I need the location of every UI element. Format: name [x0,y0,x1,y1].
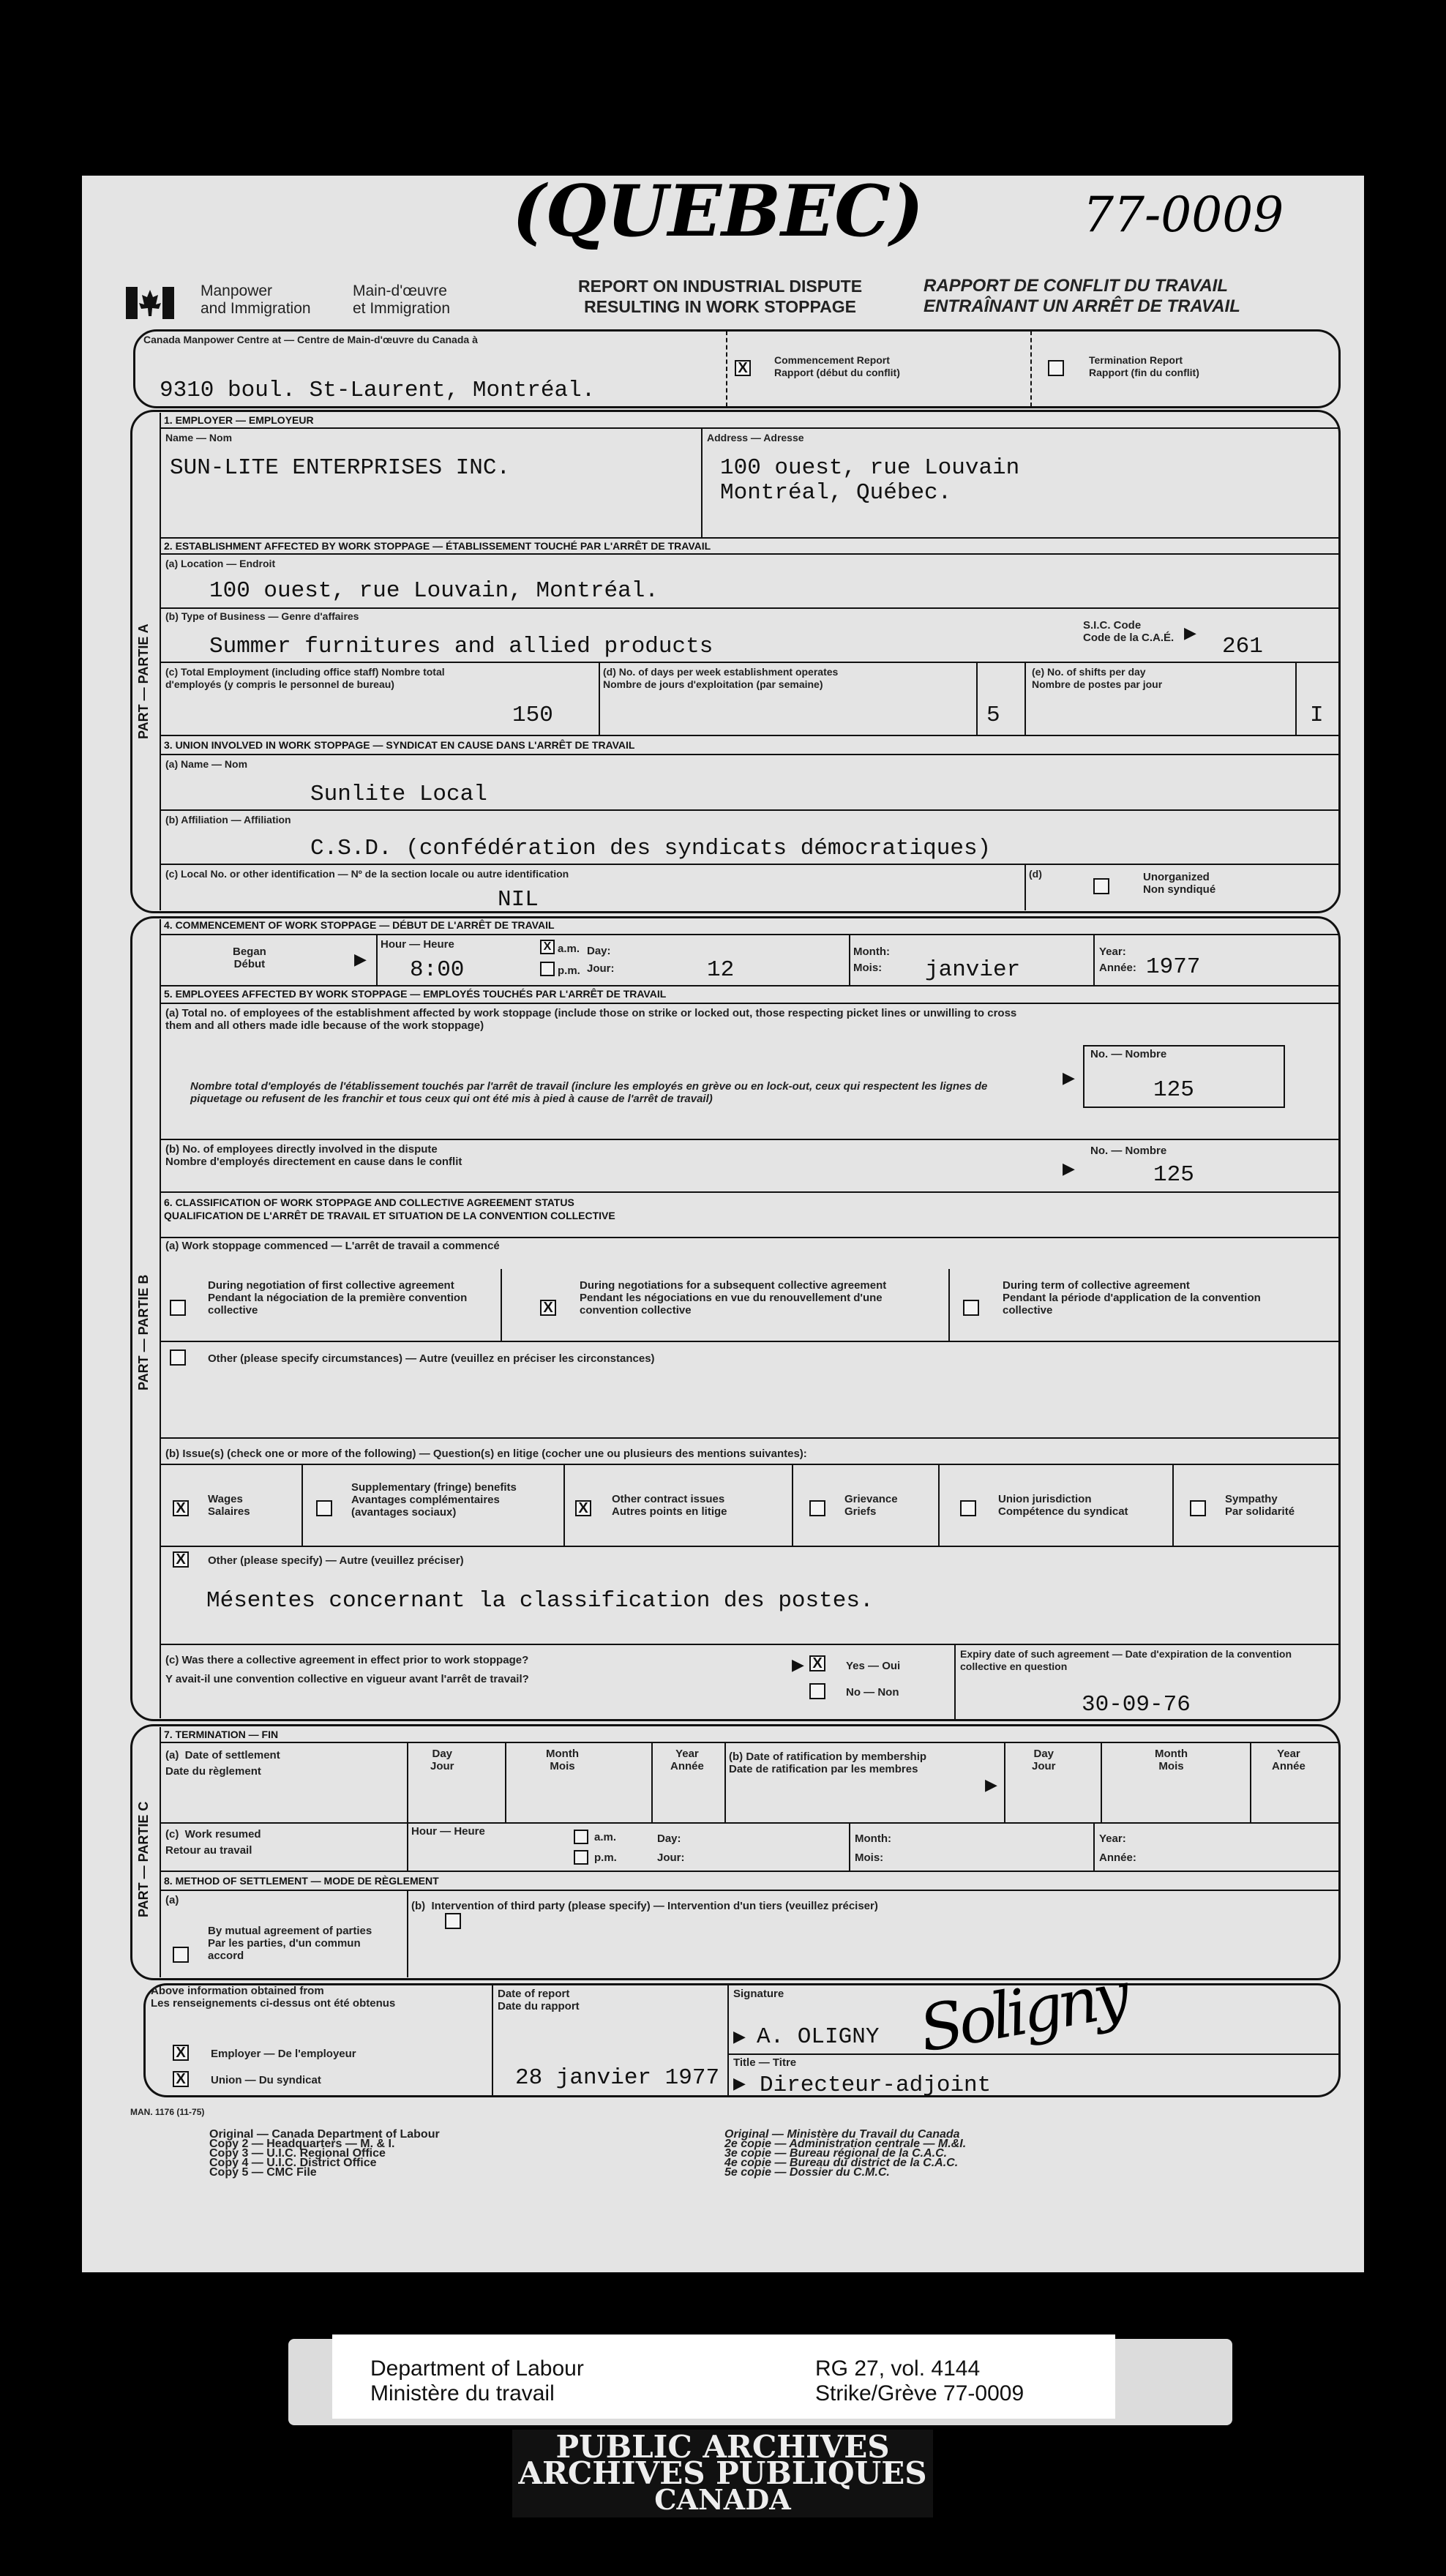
other-specify-checkbox[interactable]: X [173,1551,189,1568]
centre-value: 9310 boul. St-Laurent, Montréal. [160,378,596,403]
third-party-checkbox[interactable] [445,1913,461,1929]
part-b-label: PART — PARTIE B [136,1274,151,1390]
title-value: Directeur-adjoint [760,2073,992,2098]
other-circumstances-checkbox[interactable] [170,1349,186,1366]
resumed-hour-label: Hour — Heure [411,1825,485,1838]
unorganized-checkbox[interactable] [1093,878,1109,894]
settlement-date-label: (a) Date of settlement Date du règlement [165,1749,280,1778]
employer-name: SUN-LITE ENTERPRISES INC. [170,455,511,481]
issue-grievance-checkbox[interactable] [809,1500,825,1516]
no-checkbox[interactable] [809,1683,825,1699]
handwritten-title: (QUEBEC) [512,170,924,252]
handwritten-number: 77-0009 [1083,187,1284,243]
archives-line-2: ARCHIVES PUBLIQUES [518,2455,927,2491]
copies-en: Original — Canada Department of Labour Copy 2 — Headquarters — M. & I. Copy 3 — U.I.C. Regional Office Copy 4 — U.I.C. District Office Copy 5 — CMC File [209,2128,440,2179]
year-value: 1977 [1146,954,1201,980]
yes-label: Yes — Oui [846,1660,901,1672]
opt3-label: During term of collective agreement Pendant la période d'application de la convention collective [1003,1279,1261,1317]
shifts-label: (e) No. of shifts per day Nombre de postes par jour [1032,666,1163,690]
union-source-label: Union — Du syndicat [211,2074,321,2086]
commenced-label: (a) Work stoppage commenced — L'arrêt de travail a commencé [165,1240,500,1252]
location-value: 100 ouest, rue Louvain, Montréal. [209,578,659,604]
classification-section: 6. CLASSIFICATION OF WORK STOPPAGE AND COLLECTIVE AGREEMENT STATUS QUALIFICATION DE L'ARRÊT DE TRAVAIL ET SITUATION DE LA CONVENTION COLLECTIVE [164,1197,615,1221]
pm-checkbox[interactable] [540,962,555,976]
issue-sympathy-checkbox[interactable] [1190,1500,1206,1516]
employment-label: (c) Total Employment (including office staff) Nombre total d'employés (y compris le personnel de bureau) [165,666,445,690]
affiliation-label: (b) Affiliation — Affiliation [165,814,291,825]
termination-label: Termination Report Rapport (fin du conflit) [1089,354,1199,378]
issue-jurisdiction-checkbox[interactable] [960,1500,976,1516]
commencement-checkbox[interactable]: X [735,360,751,376]
opt2-checkbox[interactable]: X [540,1300,556,1316]
issue-fringe-label: Supplementary (fringe) benefits Avantages complémentaires (avantages sociaux) [351,1481,517,1519]
ratification-year-col: Year Année [1272,1748,1305,1772]
title-en: REPORT ON INDUSTRIAL DISPUTE RESULTING IN WORK STOPPAGE [578,277,863,316]
settlement-a-marker: (a) [165,1894,179,1906]
hour-label: Hour — Heure [381,938,454,951]
year-label: Year: Année: [1099,946,1136,974]
form-number: MAN. 1176 (11-75) [130,2107,205,2117]
employees-b-value: 125 [1153,1162,1194,1188]
hour-value: 8:00 [410,957,465,983]
mutual-agreement-checkbox[interactable] [173,1947,189,1963]
commencement-section: 4. COMMENCEMENT OF WORK STOPPAGE — DÉBUT DE L'ARRÊT DE TRAVAIL [164,919,555,931]
began-arrow-icon: ▶ [354,950,367,968]
issue-grievance-label: Grievance Griefs [844,1493,898,1518]
union-name: Sunlite Local [310,782,487,807]
employer-address-2: Montréal, Québec. [720,480,952,506]
yes-checkbox[interactable]: X [809,1655,825,1671]
sic-arrow-icon: ▶ [1184,624,1196,642]
resumed-pm-checkbox[interactable] [574,1850,588,1865]
business-value: Summer furnitures and allied products [209,634,713,659]
resumed-year-label: Year: Année: [1099,1832,1136,1864]
title-arrow-icon: ▶ [733,2074,746,2092]
dept-en: Manpower and Immigration [201,282,311,317]
local-value: NIL [498,887,539,913]
day-label: Day: Jour: [587,945,615,975]
other-circumstances-label: Other (please specify circumstances) — Autre (veuillez en préciser les circonstances) [208,1352,655,1365]
resumed-label: (c) Work resumed Retour au travail [165,1828,261,1857]
canada-flag-icon [126,287,174,319]
termination-section: 7. TERMINATION — FIN [164,1729,279,1740]
signature-arrow-icon: ▶ [733,2027,746,2045]
title-fr: RAPPORT DE CONFLIT DU TRAVAIL ENTRAÎNANT UN ARRÊT DE TRAVAIL [924,276,1240,316]
settlement-month-col: Month Mois [546,1748,579,1772]
signature-name: A. OLIGNY [757,2024,880,2050]
establishment-section: 2. ESTABLISHMENT AFFECTED BY WORK STOPPAGE — ÉTABLISSEMENT TOUCHÉ PAR L'ARRÊT DE TRAVAIL [164,540,711,552]
pm-label: p.m. [558,965,580,977]
employees-a-no-label: No. — Nombre [1090,1048,1167,1060]
shifts-value: I [1310,703,1324,728]
archive-strike: Strike/Grève 77-0009 [815,2381,1024,2405]
obtained-label: Above information obtained from Les renseignements ci-dessus ont été obtenus [151,1985,396,2010]
issues-label: (b) Issue(s) (check one or more of the following) — Question(s) en litige (cocher une ou plusieurs des mentions suivantes): [165,1448,807,1460]
part-c-label: PART — PARTIE C [136,1801,151,1917]
termination-checkbox[interactable] [1048,360,1064,376]
employees-a-arrow-icon: ▶ [1063,1068,1075,1087]
archive-dept-fr: Ministère du travail [370,2381,555,2405]
report-date-label: Date of report Date du rapport [498,1988,580,2012]
signature-scrawl: Soligny [914,1958,1131,2067]
copies-fr: Original — Ministère du Travail du Canada 2e copie — Administration centrale — M.&I. 3e copie — Bureau régional de la C.A.C. 4e copie — Bureau du district de la C.A.C. 5e copie — Dossier du C.M.C. [724,2128,967,2179]
day-value: 12 [707,957,735,983]
month-label: Month: Mois: [853,946,890,974]
issue-other-contract-checkbox[interactable]: X [575,1500,591,1516]
union-name-label: (a) Name — Nom [165,758,248,770]
part-a-label: PART — PARTIE A [136,624,151,739]
business-label: (b) Type of Business — Genre d'affaires [165,610,359,622]
union-section: 3. UNION INVOLVED IN WORK STOPPAGE — SYNDICAT EN CAUSE DANS L'ARRÊT DE TRAVAIL [164,739,635,751]
location-label: (a) Location — Endroit [165,558,276,569]
days-value: 5 [986,703,1000,728]
issue-wages-label: Wages Salaires [208,1493,250,1518]
opt2-label: During negotiations for a subsequent collective agreement Pendant les négociations en vue du renouvellement d'une convention collective [580,1279,887,1317]
ratification-day-col: Day Jour [1032,1748,1056,1772]
affiliation-value: C.S.D. (confédération des syndicats démocratiques) [310,836,992,861]
settlement-section: 8. METHOD OF SETTLEMENT — MODE DE RÈGLEMENT [164,1875,439,1887]
employer-address-1: 100 ouest, rue Louvain [720,455,1020,481]
began-label: Began Début [233,946,266,970]
resumed-pm-label: p.m. [594,1852,617,1864]
expiry-value: 30-09-76 [1082,1692,1191,1718]
other-specify-label: Other (please specify) — Autre (veuillez préciser) [208,1554,464,1567]
dept-fr: Main-d'œuvre et Immigration [353,282,451,317]
employer-section: 1. EMPLOYER — EMPLOYEUR [164,414,314,426]
report-date: 28 janvier 1977 [515,2065,720,2091]
resumed-am-checkbox[interactable] [574,1830,588,1844]
employees-b-no-label: No. — Nombre [1090,1145,1167,1157]
ratification-arrow-icon: ▶ [985,1775,997,1794]
mutual-agreement-label: By mutual agreement of parties Par les parties, d'un commun accord [208,1925,372,1962]
resumed-day-label: Day: Jour: [657,1832,685,1864]
days-label: (d) No. of days per week establishment operates Nombre de jours d'exploitation (par semaine) [603,666,839,690]
issue-other-contract-label: Other contract issues Autres points en litige [612,1493,727,1518]
opt1-label: During negotiation of first collective agreement Pendant la négociation de la première convention collective [208,1279,468,1317]
employees-a-value: 125 [1153,1077,1194,1103]
employees-b-text: (b) No. of employees directly involved in the dispute Nombre d'employés directement en cause dans le conflit [165,1143,462,1168]
resumed-am-label: a.m. [594,1831,617,1843]
employees-a-fr: Nombre total d'employés de l'établissement touchés par l'arrêt de travail (inclure les employés en grève ou en lock-out, ceux qui respectent les lignes de piquetage ou refusent de les franchir et tous ceux qui ont été mis à pied à cause de l'arrêt de travail) [190,1080,988,1105]
employees-a-en: (a) Total no. of employees of the establishment affected by work stoppage (include those on strike or locked out, those respecting picket lines or unwilling to cross them and all others made idle because of the work stoppage) [165,1007,1017,1032]
commencement-label: Commencement Report Rapport (début du conflit) [774,354,900,378]
archive-ref: RG 27, vol. 4144 [815,2356,981,2381]
centre-label: Canada Manpower Centre at — Centre de Main-d'œuvre du Canada à [143,334,478,345]
employees-section: 5. EMPLOYEES AFFECTED BY WORK STOPPAGE — EMPLOYÉS TOUCHÉS PAR L'ARRÊT DE TRAVAIL [164,988,667,1000]
issue-sympathy-label: Sympathy Par solidarité [1225,1493,1295,1518]
month-value: janvier [925,957,1021,983]
third-party-label: (b) Intervention of third party (please specify) — Intervention d'un tiers (veuillez préciser) [411,1900,878,1912]
am-label: a.m. [558,943,580,955]
local-label: (c) Local No. or other identification — Nº de la section locale ou autre identification [165,868,569,880]
issue-jurisdiction-label: Union jurisdiction Compétence du syndicat [998,1493,1128,1518]
issue-wages-checkbox[interactable]: X [173,1500,189,1516]
expiry-label: Expiry date of such agreement — Date d'expiration de la convention collective en question [960,1648,1292,1672]
settlement-day-col: Day Jour [430,1748,454,1772]
resumed-month-label: Month: Mois: [855,1832,891,1864]
issue-fringe-checkbox[interactable] [316,1500,332,1516]
signature-label: Signature [733,1988,784,2000]
employer-source-checkbox[interactable]: X [173,2045,189,2061]
archives-line-3: CANADA [654,2483,791,2516]
settlement-year-col: Year Année [670,1748,704,1772]
employment-value: 150 [512,703,553,728]
union-source-checkbox[interactable]: X [173,2071,189,2087]
other-specify-value: Mésentes concernant la classification des postes. [206,1588,874,1614]
am-checkbox[interactable]: X [540,940,555,954]
opt1-checkbox[interactable] [170,1300,186,1316]
ratification-label: (b) Date of ratification by membership Date de ratification par les membres [729,1751,927,1775]
ratification-month-col: Month Mois [1155,1748,1188,1772]
employer-address-label: Address — Adresse [707,432,804,443]
unorganized-label: Unorganized Non syndiqué [1143,871,1216,896]
sic-label: S.I.C. Code Code de la C.A.É. [1083,619,1175,644]
title-label: Title — Titre [733,2056,797,2069]
agreement-question: (c) Was there a collective agreement in effect prior to work stoppage? Y avait-il une convention collective en vigueur avant l'arrêt de travail? [165,1654,529,1685]
agreement-arrow-icon: ▶ [792,1655,804,1674]
employees-b-arrow-icon: ▶ [1063,1159,1075,1177]
archive-dept-en: Department of Labour [370,2356,584,2381]
opt3-checkbox[interactable] [963,1300,979,1316]
sic-value: 261 [1222,634,1263,659]
employer-name-label: Name — Nom [165,432,233,443]
union-d-label: (d) [1029,868,1042,880]
archives-line-1: PUBLIC ARCHIVES [555,2429,890,2465]
no-label: No — Non [846,1686,899,1699]
employer-source-label: Employer — De l'employeur [211,2048,356,2060]
